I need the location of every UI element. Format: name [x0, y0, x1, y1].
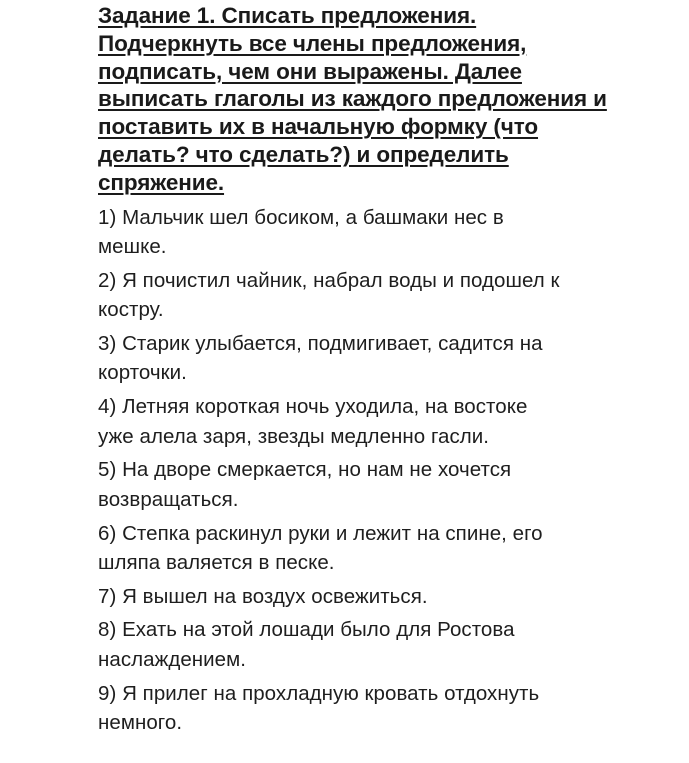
sentence-item-5: [98, 455, 678, 514]
task-title: [98, 2, 678, 197]
sentence-line: наслаждением.: [98, 647, 247, 671]
sentence-line: шляпа валяется в песке.: [98, 551, 335, 575]
sentence-item-9: [98, 679, 678, 738]
task-title-line: поставить их в начальную формку (что: [98, 114, 539, 140]
task-title-line: спряжение.: [98, 169, 225, 195]
sentence-item-1: [98, 203, 678, 262]
sentence-line: 1) Мальчик шел босиком, а башмаки нес в: [98, 205, 504, 229]
sentence-line: немного.: [98, 711, 183, 735]
sentence-line: костру.: [98, 298, 164, 322]
document-page: [98, 2, 678, 742]
sentence-item-2: [98, 266, 678, 325]
sentence-item-8: [98, 615, 678, 674]
task-title-line: Подчеркнуть все члены предложения,: [98, 30, 527, 56]
sentence-item-3: [98, 329, 678, 388]
sentence-line: 6) Степка раскинул руки и лежит на спине, его: [98, 521, 543, 545]
task-title-line: делать? что сделать?) и определить: [98, 141, 509, 167]
sentence-line: 7) Я вышел на воздух освежиться.: [98, 584, 428, 608]
sentence-list: [98, 203, 678, 738]
sentence-line: мешке.: [98, 235, 167, 259]
sentence-line: уже алела заря, звезды медленно гасли.: [98, 424, 490, 448]
sentence-line: 8) Ехать на этой лошади было для Ростова: [98, 618, 515, 642]
sentence-item-4: [98, 392, 678, 451]
task-title-line: подписать, чем они выражены. Далее: [98, 58, 522, 84]
sentence-line: 2) Я почистил чайник, набрал воды и подошел к: [98, 268, 560, 292]
sentence-line: 4) Летняя короткая ночь уходила, на востоке: [98, 395, 528, 419]
sentence-line: возвращаться.: [98, 487, 239, 511]
task-title-line: выписать глаголы из каждого предложения и: [98, 86, 607, 112]
sentence-item-6: [98, 519, 678, 578]
sentence-line: 9) Я прилег на прохладную кровать отдохнуть: [98, 681, 540, 705]
sentence-line: 5) На дворе смеркается, но нам не хочется: [98, 458, 512, 482]
task-title-line: Задание 1. Списать предложения.: [98, 3, 477, 28]
sentence-line: 3) Старик улыбается, подмигивает, садится на: [98, 331, 543, 355]
sentence-item-7: [98, 582, 678, 612]
sentence-line: корточки.: [98, 361, 187, 385]
